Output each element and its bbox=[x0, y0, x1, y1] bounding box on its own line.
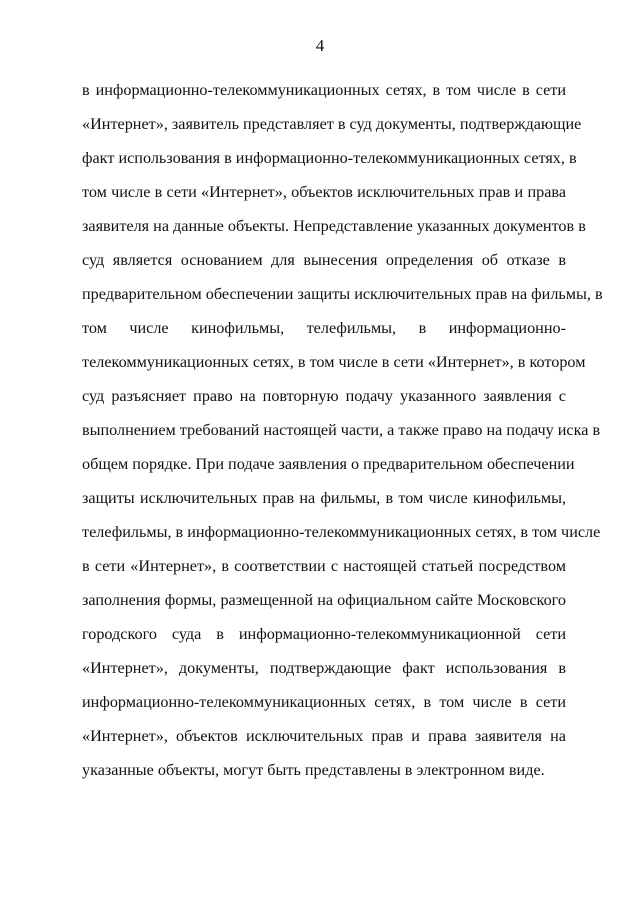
text-line: заявителя на данные объекты. Непредставление указанных документов в bbox=[82, 217, 586, 235]
text-line-last: указанные объекты, могут быть представлены в электронном виде. bbox=[82, 761, 545, 779]
text-line: заполнения формы, размещенной на официальном сайте Московского bbox=[82, 591, 566, 609]
text-line: телекоммуникационных сетях, в том числе в сети «Интернет», в котором bbox=[82, 353, 586, 371]
text-line: общем порядке. При подаче заявления о предварительном обеспечении bbox=[82, 455, 575, 473]
text-line: телефильмы, в информационно-телекоммуникационных сетях, в том числе bbox=[82, 523, 601, 541]
text-line: том числе в сети «Интернет», объектов исключительных прав и права bbox=[82, 183, 566, 201]
text-line: защиты исключительных прав на фильмы, в том числе кинофильмы, bbox=[82, 489, 566, 507]
document-body bbox=[82, 73, 603, 787]
text-line: суд разъясняет право на повторную подачу указанного заявления с bbox=[82, 387, 566, 405]
text-line: в информационно-телекоммуникационных сетях, в том числе в сети bbox=[82, 81, 566, 99]
text-line: «Интернет», документы, подтверждающие факт использования в bbox=[82, 659, 566, 677]
text-line: информационно-телекоммуникационных сетях, в том числе в сети bbox=[82, 693, 566, 711]
text-line: «Интернет», заявитель представляет в суд документы, подтверждающие bbox=[82, 115, 582, 133]
text-line: городского суда в информационно-телекоммуникационной сети bbox=[82, 625, 566, 643]
text-line: том числе кинофильмы, телефильмы, в информационно- bbox=[82, 319, 566, 337]
text-line: факт использования в информационно-телекоммуникационных сетях, в bbox=[82, 149, 577, 167]
text-line: выполнением требований настоящей части, а также право на подачу иска в bbox=[82, 421, 601, 439]
text-line: «Интернет», объектов исключительных прав и права заявителя на bbox=[82, 727, 566, 745]
text-line: суд является основанием для вынесения определения об отказе в bbox=[82, 251, 566, 269]
text-line: предварительном обеспечении защиты исключительных прав на фильмы, в bbox=[82, 285, 603, 303]
text-line: в сети «Интернет», в соответствии с настоящей статьей посредством bbox=[82, 557, 566, 575]
page-number: 4 bbox=[315, 36, 325, 55]
